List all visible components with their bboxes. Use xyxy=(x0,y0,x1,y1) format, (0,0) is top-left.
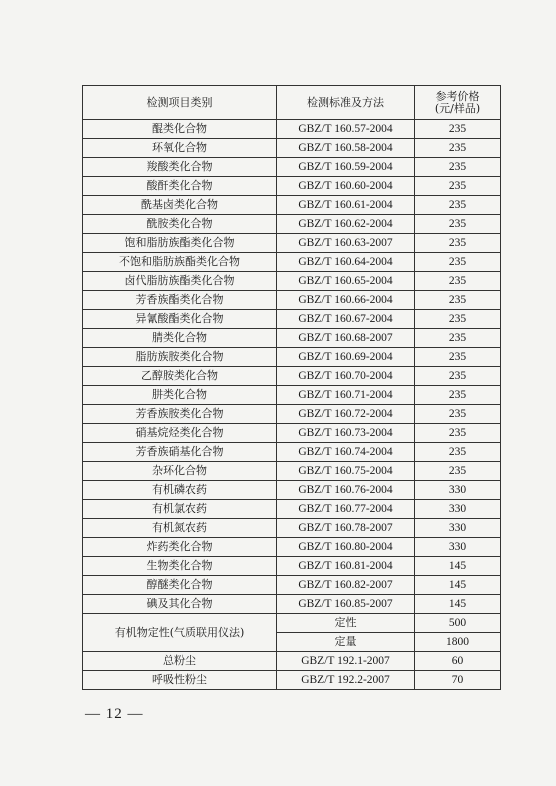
organic-quantitative-price: 1800 xyxy=(415,633,501,652)
standard-cell: GBZ/T 160.57-2004 xyxy=(277,120,415,139)
price-cell: 235 xyxy=(415,329,501,348)
standard-cell: GBZ/T 160.76-2004 xyxy=(277,481,415,500)
table-row xyxy=(83,500,501,519)
price-cell: 70 xyxy=(415,671,501,690)
header-price xyxy=(415,86,501,120)
item-cell: 炸药类化合物 xyxy=(83,538,277,557)
price-cell: 235 xyxy=(415,158,501,177)
standard-cell: GBZ/T 160.64-2004 xyxy=(277,253,415,272)
standard-cell: GBZ/T 160.58-2004 xyxy=(277,139,415,158)
header-price-line1: 参考价格 xyxy=(435,89,480,103)
standard-cell: GBZ/T 160.66-2004 xyxy=(277,291,415,310)
standard-cell: GBZ/T 160.73-2004 xyxy=(277,424,415,443)
header-standard: 检测标准及方法 xyxy=(277,86,415,120)
standard-cell: GBZ/T 192.1-2007 xyxy=(277,652,415,671)
standard-cell: GBZ/T 160.78-2007 xyxy=(277,519,415,538)
organic-quantitative-label: 定量 xyxy=(277,633,415,652)
price-cell: 235 xyxy=(415,386,501,405)
item-cell: 不饱和脂肪族酯类化合物 xyxy=(83,253,277,272)
price-cell: 235 xyxy=(415,291,501,310)
standard-cell: GBZ/T 160.67-2004 xyxy=(277,310,415,329)
price-cell: 330 xyxy=(415,500,501,519)
table-row xyxy=(83,234,501,253)
organic-qualitative-price: 500 xyxy=(415,614,501,633)
standard-cell: GBZ/T 160.77-2004 xyxy=(277,500,415,519)
standard-cell: GBZ/T 160.61-2004 xyxy=(277,196,415,215)
table-row xyxy=(83,310,501,329)
standard-cell: GBZ/T 160.81-2004 xyxy=(277,557,415,576)
table-row xyxy=(83,595,501,614)
table-row xyxy=(83,424,501,443)
item-cell: 芳香族硝基化合物 xyxy=(83,443,277,462)
item-cell: 羧酸类化合物 xyxy=(83,158,277,177)
item-cell: 酰基卤类化合物 xyxy=(83,196,277,215)
item-cell: 异氰酸酯类化合物 xyxy=(83,310,277,329)
price-cell: 235 xyxy=(415,177,501,196)
price-cell: 235 xyxy=(415,196,501,215)
price-cell: 330 xyxy=(415,481,501,500)
standard-cell: GBZ/T 160.85-2007 xyxy=(277,595,415,614)
item-cell: 有机氯农药 xyxy=(83,500,277,519)
table-header-row xyxy=(83,86,501,120)
standard-cell: GBZ/T 160.68-2007 xyxy=(277,329,415,348)
item-cell: 总粉尘 xyxy=(83,652,277,671)
item-cell: 脂肪族胺类化合物 xyxy=(83,348,277,367)
standard-cell: GBZ/T 160.60-2004 xyxy=(277,177,415,196)
standard-cell: GBZ/T 160.74-2004 xyxy=(277,443,415,462)
header-price-line2: (元/样品) xyxy=(434,101,481,115)
table-row xyxy=(83,177,501,196)
item-cell: 芳香族酯类化合物 xyxy=(83,291,277,310)
price-cell: 235 xyxy=(415,139,501,158)
price-cell: 235 xyxy=(415,310,501,329)
table-row xyxy=(83,576,501,595)
item-cell: 酰胺类化合物 xyxy=(83,215,277,234)
table-row xyxy=(83,538,501,557)
price-cell: 330 xyxy=(415,538,501,557)
price-cell: 235 xyxy=(415,348,501,367)
header-item: 检测项目类别 xyxy=(83,86,277,120)
standard-cell: GBZ/T 160.62-2004 xyxy=(277,215,415,234)
price-cell: 235 xyxy=(415,462,501,481)
table-row xyxy=(83,481,501,500)
organic-qualitative-label: 定性 xyxy=(277,614,415,633)
price-cell: 235 xyxy=(415,120,501,139)
price-cell: 235 xyxy=(415,367,501,386)
table-row xyxy=(83,272,501,291)
item-cell: 环氧化合物 xyxy=(83,139,277,158)
table-row xyxy=(83,291,501,310)
item-cell: 乙醇胺类化合物 xyxy=(83,367,277,386)
table-row xyxy=(83,671,501,690)
table-row xyxy=(83,386,501,405)
item-cell: 肼类化合物 xyxy=(83,386,277,405)
item-cell: 芳香族胺类化合物 xyxy=(83,405,277,424)
table-row xyxy=(83,519,501,538)
page-number: — 12 — xyxy=(85,706,144,722)
table-row xyxy=(83,253,501,272)
table-row xyxy=(83,348,501,367)
standard-cell: GBZ/T 192.2-2007 xyxy=(277,671,415,690)
item-cell: 醌类化合物 xyxy=(83,120,277,139)
table-row xyxy=(83,196,501,215)
item-cell: 杂环化合物 xyxy=(83,462,277,481)
table-row xyxy=(83,139,501,158)
table-row xyxy=(83,652,501,671)
table-row xyxy=(83,367,501,386)
item-cell: 腈类化合物 xyxy=(83,329,277,348)
table-row xyxy=(83,158,501,177)
table-row-organic-qualitative xyxy=(83,614,501,633)
table-body xyxy=(83,120,501,690)
price-cell: 235 xyxy=(415,253,501,272)
standard-cell: GBZ/T 160.82-2007 xyxy=(277,576,415,595)
item-cell: 硝基烷烃类化合物 xyxy=(83,424,277,443)
standard-cell: GBZ/T 160.72-2004 xyxy=(277,405,415,424)
standard-cell: GBZ/T 160.65-2004 xyxy=(277,272,415,291)
standard-cell: GBZ/T 160.59-2004 xyxy=(277,158,415,177)
item-cell: 有机氮农药 xyxy=(83,519,277,538)
standard-cell: GBZ/T 160.69-2004 xyxy=(277,348,415,367)
standard-cell: GBZ/T 160.70-2004 xyxy=(277,367,415,386)
price-cell: 235 xyxy=(415,234,501,253)
item-cell: 生物类化合物 xyxy=(83,557,277,576)
item-cell: 醇醚类化合物 xyxy=(83,576,277,595)
standard-cell: GBZ/T 160.71-2004 xyxy=(277,386,415,405)
price-cell: 235 xyxy=(415,443,501,462)
price-cell: 235 xyxy=(415,215,501,234)
item-cell: 卤代脂肪族酯类化合物 xyxy=(83,272,277,291)
standard-cell: GBZ/T 160.75-2004 xyxy=(277,462,415,481)
table-row xyxy=(83,215,501,234)
item-cell: 碘及其化合物 xyxy=(83,595,277,614)
price-cell: 330 xyxy=(415,519,501,538)
organic-item-cell: 有机物定性(气质联用仪法) xyxy=(83,614,277,652)
price-cell: 145 xyxy=(415,595,501,614)
price-cell: 235 xyxy=(415,405,501,424)
table-row xyxy=(83,329,501,348)
item-cell: 饱和脂肪族酯类化合物 xyxy=(83,234,277,253)
price-cell: 235 xyxy=(415,424,501,443)
table-row xyxy=(83,405,501,424)
table-row xyxy=(83,120,501,139)
price-cell: 145 xyxy=(415,576,501,595)
table-row xyxy=(83,557,501,576)
price-table xyxy=(82,85,501,690)
item-cell: 有机磷农药 xyxy=(83,481,277,500)
price-cell: 145 xyxy=(415,557,501,576)
price-cell: 235 xyxy=(415,272,501,291)
price-cell: 60 xyxy=(415,652,501,671)
table-row xyxy=(83,462,501,481)
standard-cell: GBZ/T 160.80-2004 xyxy=(277,538,415,557)
item-cell: 呼吸性粉尘 xyxy=(83,671,277,690)
table-row xyxy=(83,443,501,462)
item-cell: 酸酐类化合物 xyxy=(83,177,277,196)
standard-cell: GBZ/T 160.63-2007 xyxy=(277,234,415,253)
